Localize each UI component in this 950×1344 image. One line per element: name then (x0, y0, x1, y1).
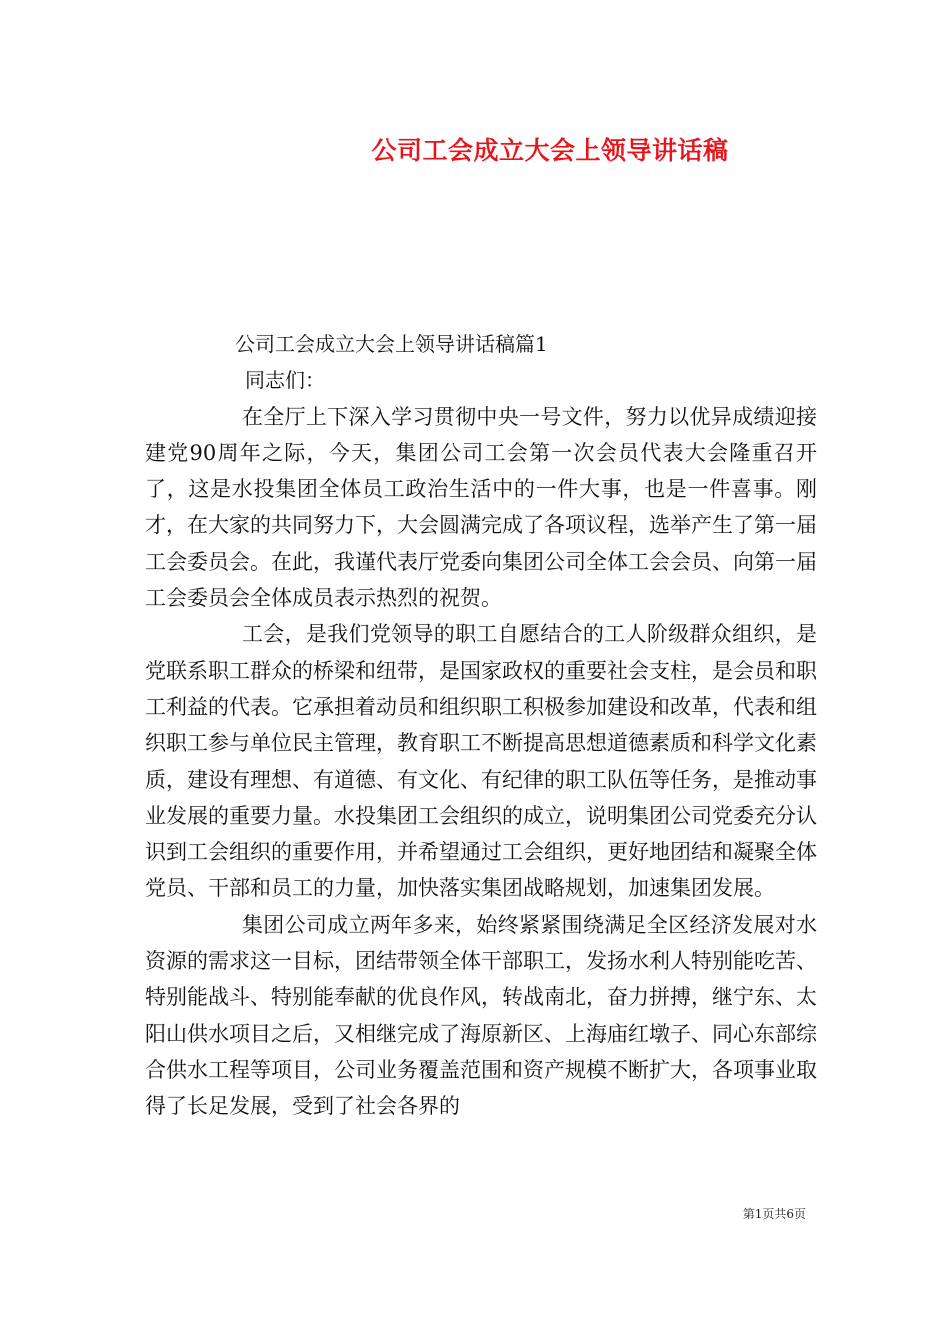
paragraph-2: 工会，是我们党领导的职工自愿结合的工人阶级群众组织，是党联系职工群众的桥梁和纽带，是国家政权的重要社会支柱，是会员和职工利益的代表。它承担着动员和组织职工积极参加建设和改革，代表和组织职工参与单位民主管理，教育职工不断提高思想道德素质和科学文化素质，建设有理想、有道德、有文化、有纪律的职工队伍等任务，是推动事业发展的重要力量。水投集团工会组织的成立，说明集团公司党委充分认识到工会组织的重要作用，并希望通过工会组织，更好地团结和凝聚全体党员、干部和员工的力量，加快落实集团战略规划，加速集团发展。 (145, 622, 817, 901)
page-number-footer: 第1页共6页 (742, 1207, 806, 1221)
paragraph-1: 在全厅上下深入学习贯彻中央一号文件，努力以优异成绩迎接建党90周年之际，今天，集团公司工会第一次会员代表大会隆重召开了，这是水投集团全体员工政治生活中的一件大事，也是一件喜事。刚才，在大家的共同努力下，大会圆满完成了各项议程，选举产生了第一届工会委员会。在此，我谨代表厅党委向集团公司全体工会会员、向第一届工会委员会全体成员表示热烈的祝贺。 (145, 404, 817, 611)
document-title: 公司工会成立大会上领导讲话稿 (371, 136, 729, 165)
section-heading: 公司工会成立大会上领导讲话稿篇1 (235, 332, 548, 356)
salutation: 同志们： (245, 368, 325, 393)
document-body (145, 326, 817, 1125)
paragraph-3: 集团公司成立两年多来，始终紧紧围绕满足全区经济发展对水资源的需求这一目标，团结带领全体干部职工，发扬水利人特别能吃苦、特别能战斗、特别能奉献的优良作风，转战南北，奋力拼搏，继宁东、太阳山供水项目之后，又相继完成了海原新区、上海庙红墩子、同心东部综合供水工程等项目，公司业务覆盖范围和资产规模不断扩大，各项事业取得了长足发展，受到了社会各界的 (145, 912, 817, 1119)
